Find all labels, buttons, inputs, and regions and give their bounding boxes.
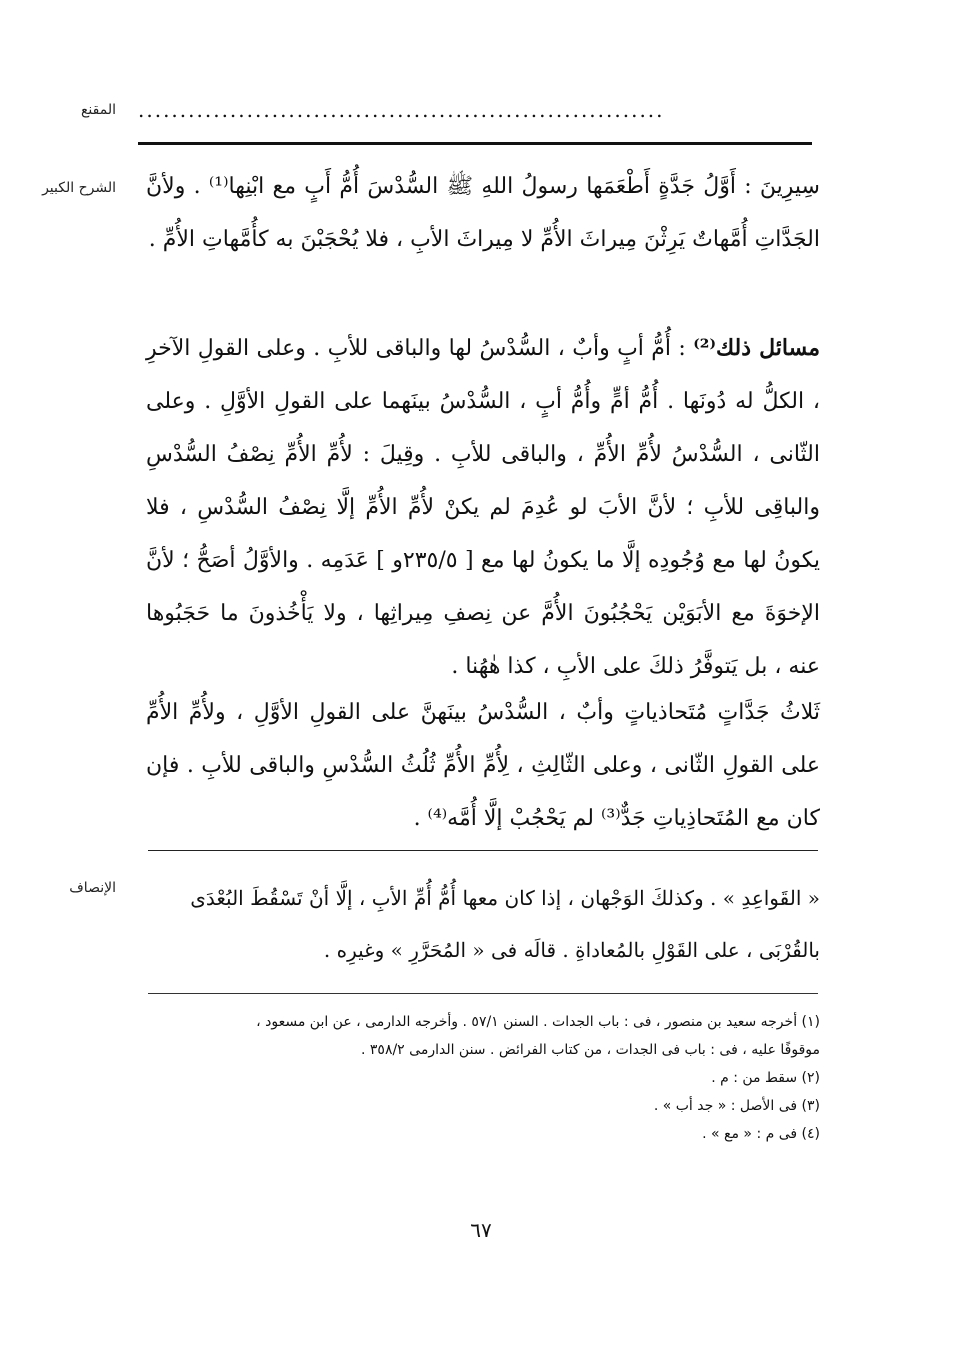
sharh-paragraph-3: ثَلاثُ جَدَّاتٍ مُتَحاذياتٍ وأبٌ ، السُّدْسُ بينَهنَّ على القولِ الأوَّلِ ، ولأُمِّ الأُمِّ على القولِ الثّانى ، وعلى الثّالِثِ ، لِأُمِّ الأُمِّ ثُلُثُ السُّدْسِ والباقى للأبِ . فإن كان مع المُتَحاذِياتِ جَدٌّ⁽³⁾ لم يَحْجُبْ إلَّا أُمَّه⁽⁴⁾ . xyxy=(146,700,820,831)
sharh-paragraph-2-text: : أُمُّ أبٍ وأبٌ ، السُّدْسُ لها والباقى للأبِ . وعلى القولِ الآخرِ ، الكلُّ له دُونَها . أُمُّ أمٍّ وأُمُّ أبٍ ، السُّدْسُ بينَهما على القولِ الأوَّلِ . وعلى الثّانى ، السُّدْسُ لأُمِّ الأُمِّ ، والباقى للأبِ . وقِيلَ : لأُمِّ الأُمِّ نِصْفُ السُّدْسِ والباقِى للأبِ ؛ لأنَّ الأبَ لو عُدِمَ لم يكنْ لأُمِّ الأُمِّ إلَّا نِصْفُ السُّدْسِ ، فلا يكونُ لها مع وُجُودِه إلَّا ما يكونُ لها مع [ ٢٣٥/٥و ] عَدَمِه . والأوَّلُ أصَحُّ ؛ لأنَّ الإخوَةَ مع الأبَوَيْن يَحْجُبُونَ الأُمَّ عن نِصفِ مِيراثِها ، ولا يَأْخُذونَ ما حَجَبُوها عنه ، بل يَتوفَّرُ ذلكَ على الأبِ ، كذا هٰهُنا . xyxy=(146,336,820,679)
margin-label-insaf: الإنصاف xyxy=(69,880,116,896)
section-divider xyxy=(148,850,818,851)
margin-label-sharh: الشرح الكبير xyxy=(42,180,116,196)
footnotes xyxy=(140,1008,820,1148)
page-number: ٦٧ xyxy=(470,1218,492,1242)
masail-heading: مسائل ذلك⁽²⁾ xyxy=(693,335,820,361)
sharh-paragraph-1: سِيرِينَ : أَوَّلُ جَدَّةٍ أَطْعَمَها رسولُ اللهِ ﷺ السُّدْسَ أُمُّ أَبٍ مع ابْنِها⁽¹⁾ . ولأنَّ الجَدَّاتِ أُمَّهاتٌ يَرِثْنَ مِيراثَ الأُمِّ لا مِيراثَ الأبِ ، فلا يُحْجَبْنَ به كأُمَّهاتِ الأُمِّ . xyxy=(146,174,820,252)
footnote-line: (٢) سقط من : م . xyxy=(711,1070,820,1086)
header-rule xyxy=(138,142,812,145)
footnote-divider xyxy=(148,993,818,994)
header-dotted-line: ............................................................... xyxy=(138,100,665,120)
insaf-paragraph: « القَواعِدِ » . وكذلكَ الوَجْهان ، إذا كان معها أُمُّ أُمِّ الأبِ ، إلَّا أنْ تَسْقُطَ البُعْدَى بالقُرْبَى ، على القَوْلِ بالمُعاداةِ . قالَه فى « المُحَرَّرِ » وغيرِه . xyxy=(190,886,820,962)
sharh-paragraph-2 xyxy=(146,322,820,693)
book-title: المقنع xyxy=(80,102,116,118)
footnote-line: (١) أخرجه سعيد بن منصور ، فى : باب الجدات . السنن ٥٧/١ . وأخرجه الدارمى ، عن ابن مسعود ، xyxy=(256,1014,820,1030)
footnote-line: (٤) فى م : « مع » . xyxy=(702,1126,820,1142)
footnote-line: (٣) فى الأصل : « جد أب » . xyxy=(653,1098,820,1114)
footnote-line: موقوفًا عليه ، فى : باب فى الجدات ، من كتاب الفرائض . سنن الدارمى ٣٥٨/٢ . xyxy=(361,1042,820,1058)
